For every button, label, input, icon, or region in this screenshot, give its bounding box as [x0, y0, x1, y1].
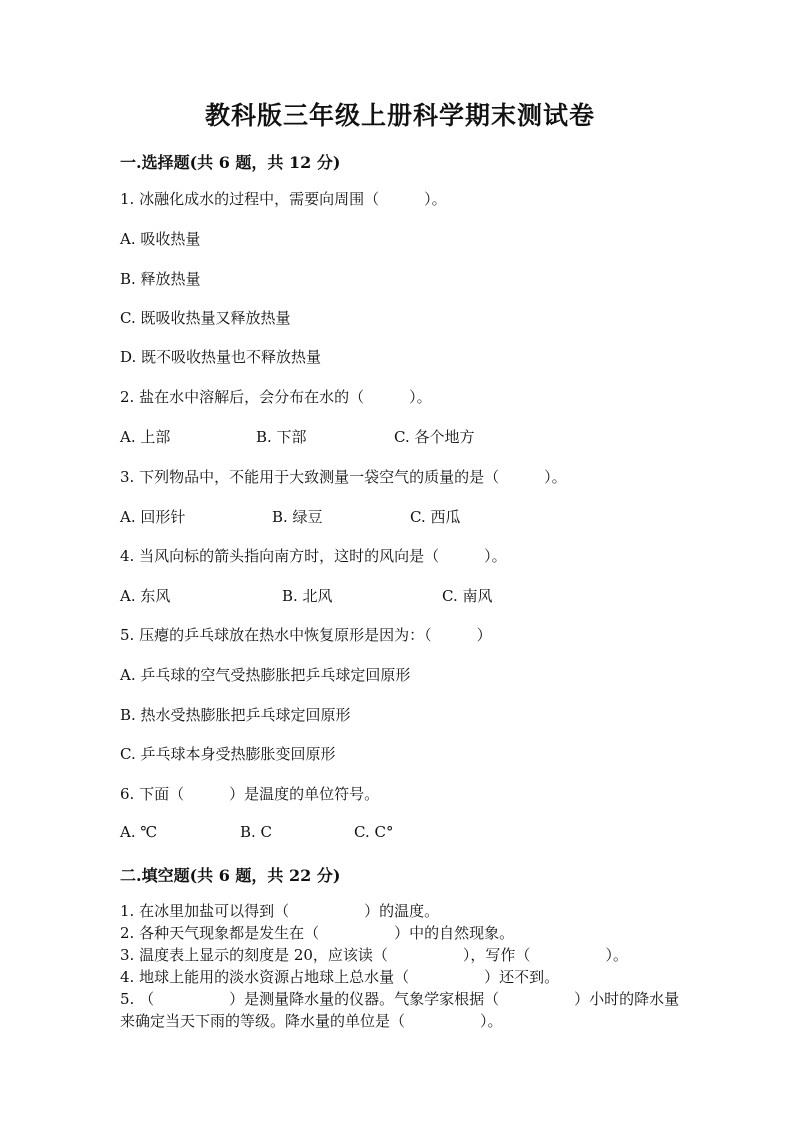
question-4-option-b: B. 北风: [282, 587, 333, 605]
question-2-options: [120, 426, 680, 448]
question-2-option-b: B. 下部: [256, 428, 307, 446]
fill-item-3: 3. 温度表上显示的刻度是 20，应该读（ ），写作（ ）。: [120, 946, 628, 964]
fill-item-4: 4. 地球上能用的淡水资源占地球上总水量（ ）还不到。: [120, 968, 560, 986]
question-3-option-a: A. 回形针: [120, 508, 186, 526]
section-heading-fill: 二.填空题(共 6 题，共 22 分): [120, 866, 341, 885]
question-1-stem: 1. 冰融化成水的过程中，需要向周围（ ）。: [120, 190, 447, 208]
section-heading-choice: 一.选择题(共 6 题，共 12 分): [120, 153, 341, 172]
question-3-options: [120, 506, 680, 528]
fill-item-2: 2. 各种天气现象都是发生在（ ）中的自然现象。: [120, 924, 515, 942]
fill-item-5: 5. （ ）是测量降水量的仪器。气象学家根据（ ）小时的降水量来确定当天下雨的等级。降水量的单位是（ ）。: [120, 990, 680, 1030]
question-5-option-c: C. 乒乓球本身受热膨胀变回原形: [120, 745, 336, 763]
question-1-option-b: B. 释放热量: [120, 270, 201, 288]
question-5-stem: 5. 压瘪的乒乓球放在热水中恢复原形是因为：（ ）: [120, 626, 492, 644]
question-2-stem: 2. 盐在水中溶解后，会分布在水的（ ）。: [120, 388, 432, 406]
question-6-option-a: A. ℃: [120, 823, 158, 841]
question-3-stem: 3. 下列物品中，不能用于大致测量一袋空气的质量的是（ ）。: [120, 468, 567, 486]
question-6-options: [120, 823, 680, 845]
question-4-stem: 4. 当风向标的箭头指向南方时，这时的风向是（ ）。: [120, 547, 507, 565]
question-2-option-c: C. 各个地方: [394, 428, 475, 446]
question-4-option-a: A. 东风: [120, 587, 171, 605]
question-1-option-a: A. 吸收热量: [120, 230, 201, 248]
question-4-option-c: C. 南风: [442, 587, 493, 605]
fill-in-list: [120, 900, 680, 1032]
question-3-option-b: B. 绿豆: [272, 508, 323, 526]
question-5-option-a: A. 乒乓球的空气受热膨胀把乒乓球定回原形: [120, 666, 411, 684]
question-1-option-d: D. 既不吸收热量也不释放热量: [120, 348, 322, 366]
question-6-option-c: C. C°: [354, 823, 394, 841]
question-1-option-c: C. 既吸收热量又释放热量: [120, 309, 291, 327]
question-6-stem: 6. 下面（ ）是温度的单位符号。: [120, 785, 380, 803]
question-5-option-b: B. 热水受热膨胀把乒乓球定回原形: [120, 706, 351, 724]
question-6-option-b: B. C: [240, 823, 273, 841]
page-title: 教科版三年级上册科学期末测试卷: [204, 101, 595, 130]
question-4-options: [120, 585, 680, 607]
question-2-option-a: A. 上部: [120, 428, 171, 446]
fill-item-1: 1. 在冰里加盐可以得到（ ）的温度。: [120, 902, 440, 920]
question-3-option-c: C. 西瓜: [410, 508, 461, 526]
